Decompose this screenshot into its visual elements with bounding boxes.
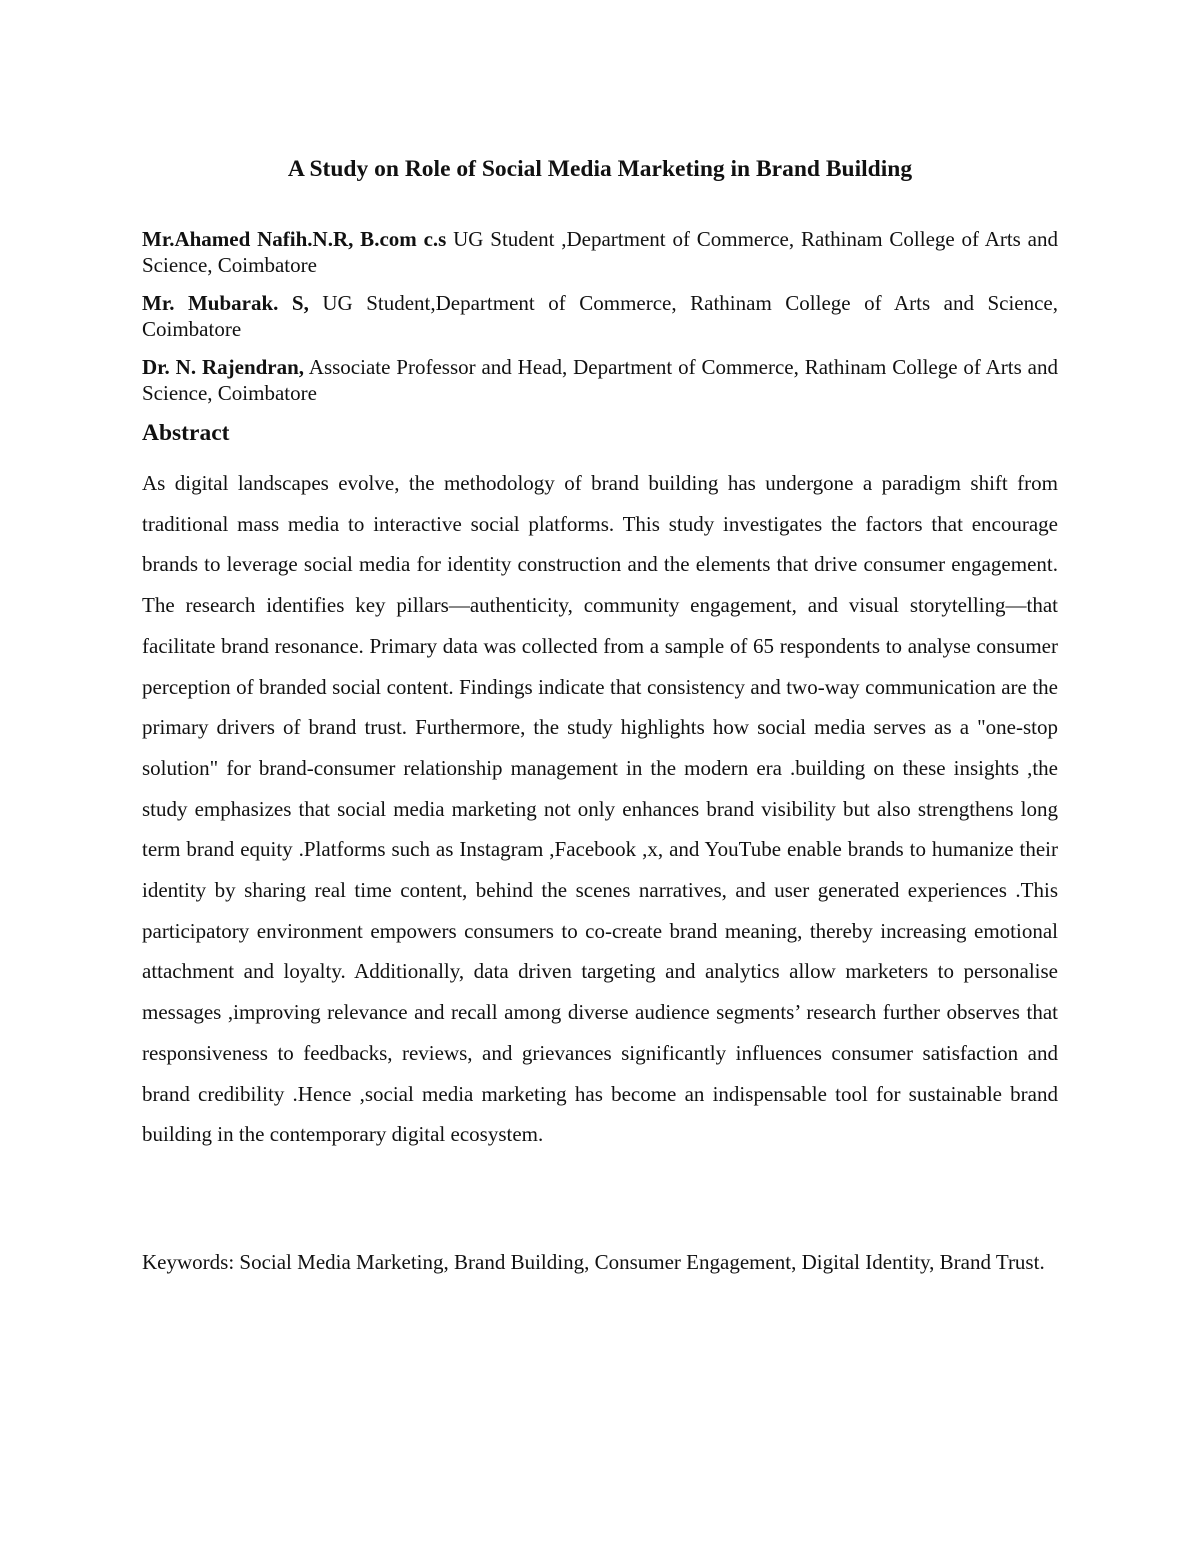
author-entry (142, 226, 1058, 278)
paper-title: A Study on Role of Social Media Marketing in Brand Building (287, 156, 913, 182)
author-affiliation: UG Student ,Department of Commerce, Rathinam College of Arts and Science, Coimbatore (142, 227, 1058, 277)
keywords: Keywords: Social Media Marketing, Brand Building, Consumer Engagement, Digital Identity, Brand Trust. (142, 1250, 1045, 1274)
author-name: Dr. N. Rajendran, (142, 355, 305, 379)
author-affiliation: UG Student,Department of Commerce, Rathinam College of Arts and Science, Coimbatore (142, 291, 1058, 341)
author-entry (142, 290, 1058, 342)
author-name: Mr. Mubarak. S, (142, 291, 309, 315)
author-entry (142, 354, 1058, 406)
author-name: Mr.Ahamed Nafih.N.R, B.com c.s (142, 227, 447, 251)
author-affiliation: Associate Professor and Head, Department of Commerce, Rathinam College of Arts and Science, Coimbatore (142, 355, 1058, 405)
abstract-body: As digital landscapes evolve, the methodology of brand building has undergone a paradigm shift from traditional mass media to interactive social platforms. This study investigates the factors that encourage brands to leverage social media for identity construction and the elements that drive consumer engagement. The research identifies key pillars—authenticity, community engagement, and visual storytelling—that facilitate brand resonance. Primary data was collected from a sample of 65 respondents to analyse consumer perception of branded social content. Findings indicate that consistency and two-way communication are the primary drivers of brand trust. Furthermore, the study highlights how social media serves as a "one-stop solution" for brand-consumer relationship management in the modern era .building on these insights ,the study emphasizes that social media marketing not only enhances brand visibility but also strengthens long term brand equity .Platforms such as Instagram ,Facebook ,x, and YouTube enable brands to humanize their identity by sharing real time content, behind the scenes narratives, and user generated experiences .This participatory environment empowers consumers to co-create brand meaning, thereby increasing emotional attachment and loyalty. Additionally, data driven targeting and analytics allow marketers to personalise messages ,improving relevance and recall among diverse audience segments’ research further observes that responsiveness to feedbacks, reviews, and grievances significantly influences consumer satisfaction and brand credibility .Hence ,social media marketing has become an indispensable tool for sustainable brand building in the contemporary digital ecosystem. (142, 471, 1058, 1147)
abstract-heading: Abstract (142, 420, 230, 446)
